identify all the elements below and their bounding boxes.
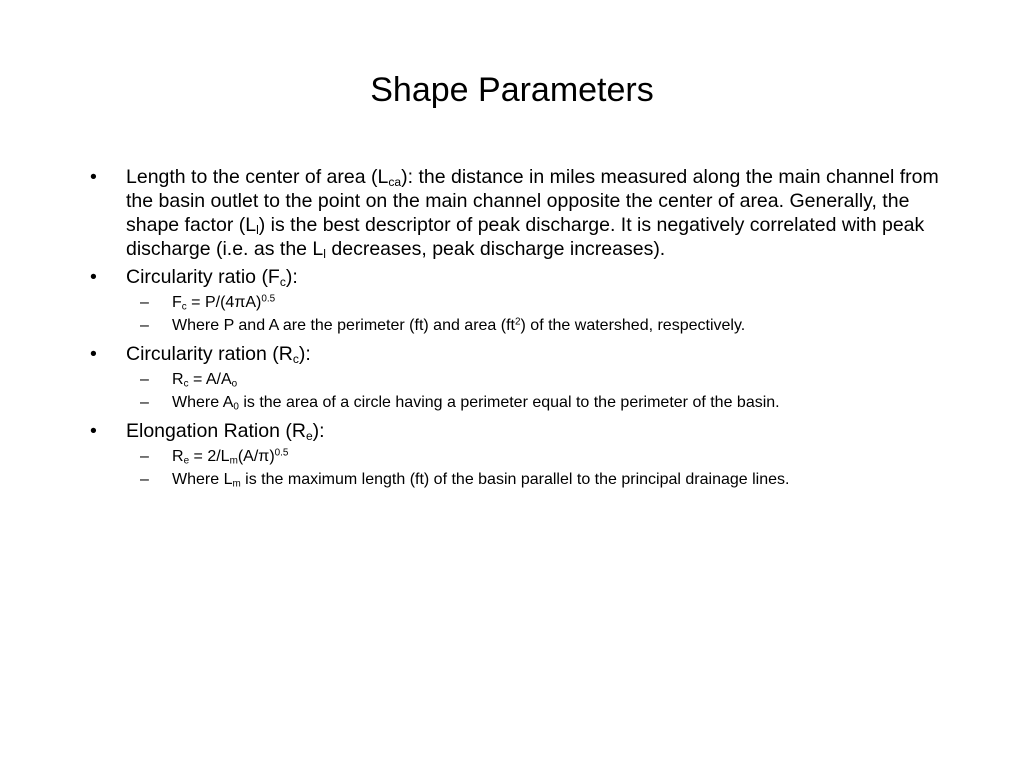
subscript: m (229, 455, 238, 467)
text: R (172, 371, 184, 388)
subscript: 0 (233, 401, 239, 413)
bullet-item-length-center-area (90, 165, 940, 261)
bullet-icon: • (90, 166, 97, 188)
text: decreases, peak discharge increases). (325, 238, 666, 260)
bullet-icon: • (90, 343, 97, 365)
bullet-item-circularity-ration (90, 342, 940, 366)
subscript: e (183, 455, 190, 467)
superscript: 0.5 (261, 293, 276, 305)
text: Circularity ration (R (126, 343, 293, 365)
sub-item-elongation-definition (90, 470, 940, 490)
sub-item-circularity-definition (90, 316, 940, 336)
sub-item-circularity-formula (90, 293, 940, 313)
subscript: ca (388, 175, 402, 190)
text: ): (285, 266, 298, 288)
text: Circularity ratio (F (126, 266, 280, 288)
text: is the maximum length (ft) of the basin parallel to the principal drainage lines. (240, 471, 790, 488)
subscript: m (232, 478, 241, 490)
sub-item-circularity-ration-definition (90, 393, 940, 413)
subscript: c (279, 275, 286, 290)
text: Elongation Ration (R (126, 420, 306, 442)
subscript: l (256, 223, 259, 238)
subscript: c (181, 301, 187, 313)
text: = A/A (188, 371, 232, 388)
text: Where L (172, 471, 233, 488)
pi-symbol: π (258, 448, 270, 465)
text: ) is the best descriptor of peak discharge. It is negatively correlated with peak discharge (i.e. as the L (126, 214, 925, 260)
dash-icon: – (140, 448, 149, 465)
text: ) of the watershed, respectively. (520, 317, 746, 334)
superscript: 2 (515, 316, 521, 328)
text: ): (298, 343, 311, 365)
text: A) (245, 294, 262, 311)
slide-body (90, 165, 940, 493)
dash-icon: – (140, 317, 149, 334)
subscript: c (292, 352, 299, 367)
subscript: l (323, 247, 326, 262)
text: Where P and A are the perimeter (ft) and area (ft (172, 317, 515, 334)
bullet-icon: • (90, 420, 97, 442)
bullet-item-circularity-ratio (90, 265, 940, 289)
text: R (172, 448, 184, 465)
subscript: e (305, 429, 313, 444)
text: ) (269, 448, 275, 465)
text: (A/ (237, 448, 259, 465)
text: Where A (172, 394, 234, 411)
sub-item-circularity-ration-formula (90, 370, 940, 390)
bullet-item-elongation-ration (90, 419, 940, 443)
sub-item-elongation-formula (90, 447, 940, 467)
text: = 2/L (189, 448, 230, 465)
bullet-icon: • (90, 266, 97, 288)
subscript: c (183, 378, 189, 390)
text: F (172, 294, 182, 311)
text: ): (312, 420, 325, 442)
text: ): the distance in miles measured along the main channel from the basin outlet to the point on the main channel opposite the center of area. Generally, the shape factor (L (126, 166, 939, 236)
subscript: o (231, 378, 238, 390)
text: = P/(4 (186, 294, 235, 311)
superscript: 0.5 (274, 447, 289, 459)
dash-icon: – (140, 471, 149, 488)
dash-icon: – (140, 371, 149, 388)
text: Length to the center of area (L (126, 166, 389, 188)
dash-icon: – (140, 294, 149, 311)
pi-symbol: π (234, 294, 246, 311)
slide-title: Shape Parameters (370, 71, 654, 109)
text: is the area of a circle having a perimeter equal to the perimeter of the basin. (238, 394, 780, 411)
dash-icon: – (140, 394, 149, 411)
